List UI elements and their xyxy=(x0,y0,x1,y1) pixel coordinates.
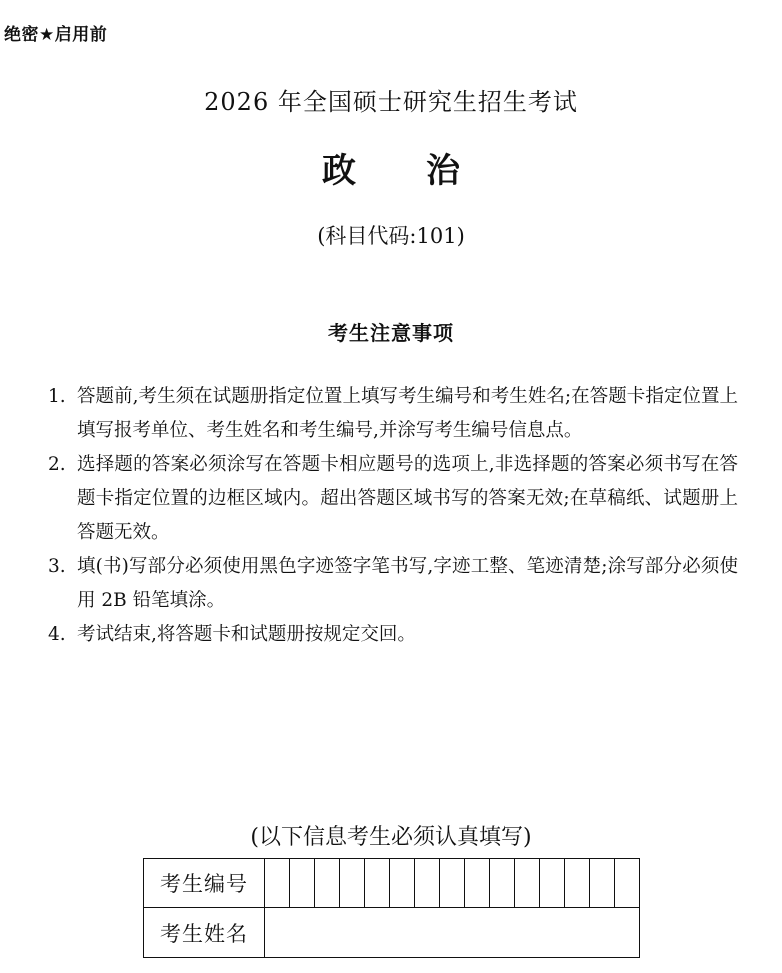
subject-title-part2: 治 xyxy=(426,151,460,191)
notice-item-number: 3. xyxy=(48,556,66,577)
candidate-number-label: 考生编号 xyxy=(144,859,265,907)
exam-title: 2026 年全国硕士研究生招生考试 xyxy=(204,88,578,116)
notice-item-text: 答题前,考生须在试题册指定位置上填写考生编号和考生姓名;在答题卡指定位置上填写报考单位、考生姓名和考生编号,并涂写考生编号信息点。 xyxy=(77,386,738,441)
notice-item-text: 考试结束,将答题卡和试题册按规定交回。 xyxy=(77,624,416,645)
candidate-name-row xyxy=(144,908,639,957)
candidate-number-row xyxy=(144,859,639,908)
subject-title xyxy=(0,143,782,192)
candidate-number-digit-box[interactable] xyxy=(590,859,615,907)
notice-item-text: 填(书)写部分必须使用黑色字迹签字笔书写,字迹工整、笔迹清楚;涂写部分必须使用 2B 铅笔填涂。 xyxy=(77,556,738,611)
candidate-number-digit-box[interactable] xyxy=(515,859,540,907)
candidate-number-digit-box[interactable] xyxy=(315,859,340,907)
candidate-number-digit-box[interactable] xyxy=(290,859,315,907)
candidate-number-digit-box[interactable] xyxy=(615,859,639,907)
notice-item-number: 4. xyxy=(48,624,66,645)
candidate-info-table xyxy=(143,858,640,958)
notice-item xyxy=(48,618,738,652)
subject-code: (科目代码:101) xyxy=(317,224,465,248)
classification-label: 绝密★启用前 xyxy=(4,25,108,45)
candidate-number-digit-box[interactable] xyxy=(265,859,290,907)
candidate-number-digit-box[interactable] xyxy=(440,859,465,907)
notice-heading: 考生注意事项 xyxy=(328,321,454,345)
notice-list xyxy=(48,380,738,652)
notice-item-number: 2. xyxy=(48,454,66,475)
candidate-number-boxes xyxy=(265,859,639,907)
candidate-number-digit-box[interactable] xyxy=(365,859,390,907)
notice-item-number: 1. xyxy=(48,386,66,407)
notice-item xyxy=(48,550,738,618)
candidate-name-field[interactable] xyxy=(265,908,639,957)
notice-item xyxy=(48,380,738,448)
candidate-number-digit-box[interactable] xyxy=(415,859,440,907)
notice-item xyxy=(48,448,738,550)
fill-instruction-note: (以下信息考生必须认真填写) xyxy=(250,825,532,850)
candidate-number-digit-box[interactable] xyxy=(340,859,365,907)
notice-item-text: 选择题的答案必须涂写在答题卡相应题号的选项上,非选择题的答案必须书写在答题卡指定位置的边框区域内。超出答题区域书写的答案无效;在草稿纸、试题册上答题无效。 xyxy=(77,454,738,543)
candidate-number-digit-box[interactable] xyxy=(565,859,590,907)
candidate-name-label: 考生姓名 xyxy=(144,908,265,957)
candidate-number-digit-box[interactable] xyxy=(540,859,565,907)
subject-title-part1: 政 xyxy=(322,151,356,191)
candidate-number-digit-box[interactable] xyxy=(490,859,515,907)
candidate-number-digit-box[interactable] xyxy=(390,859,415,907)
candidate-number-digit-box[interactable] xyxy=(465,859,490,907)
